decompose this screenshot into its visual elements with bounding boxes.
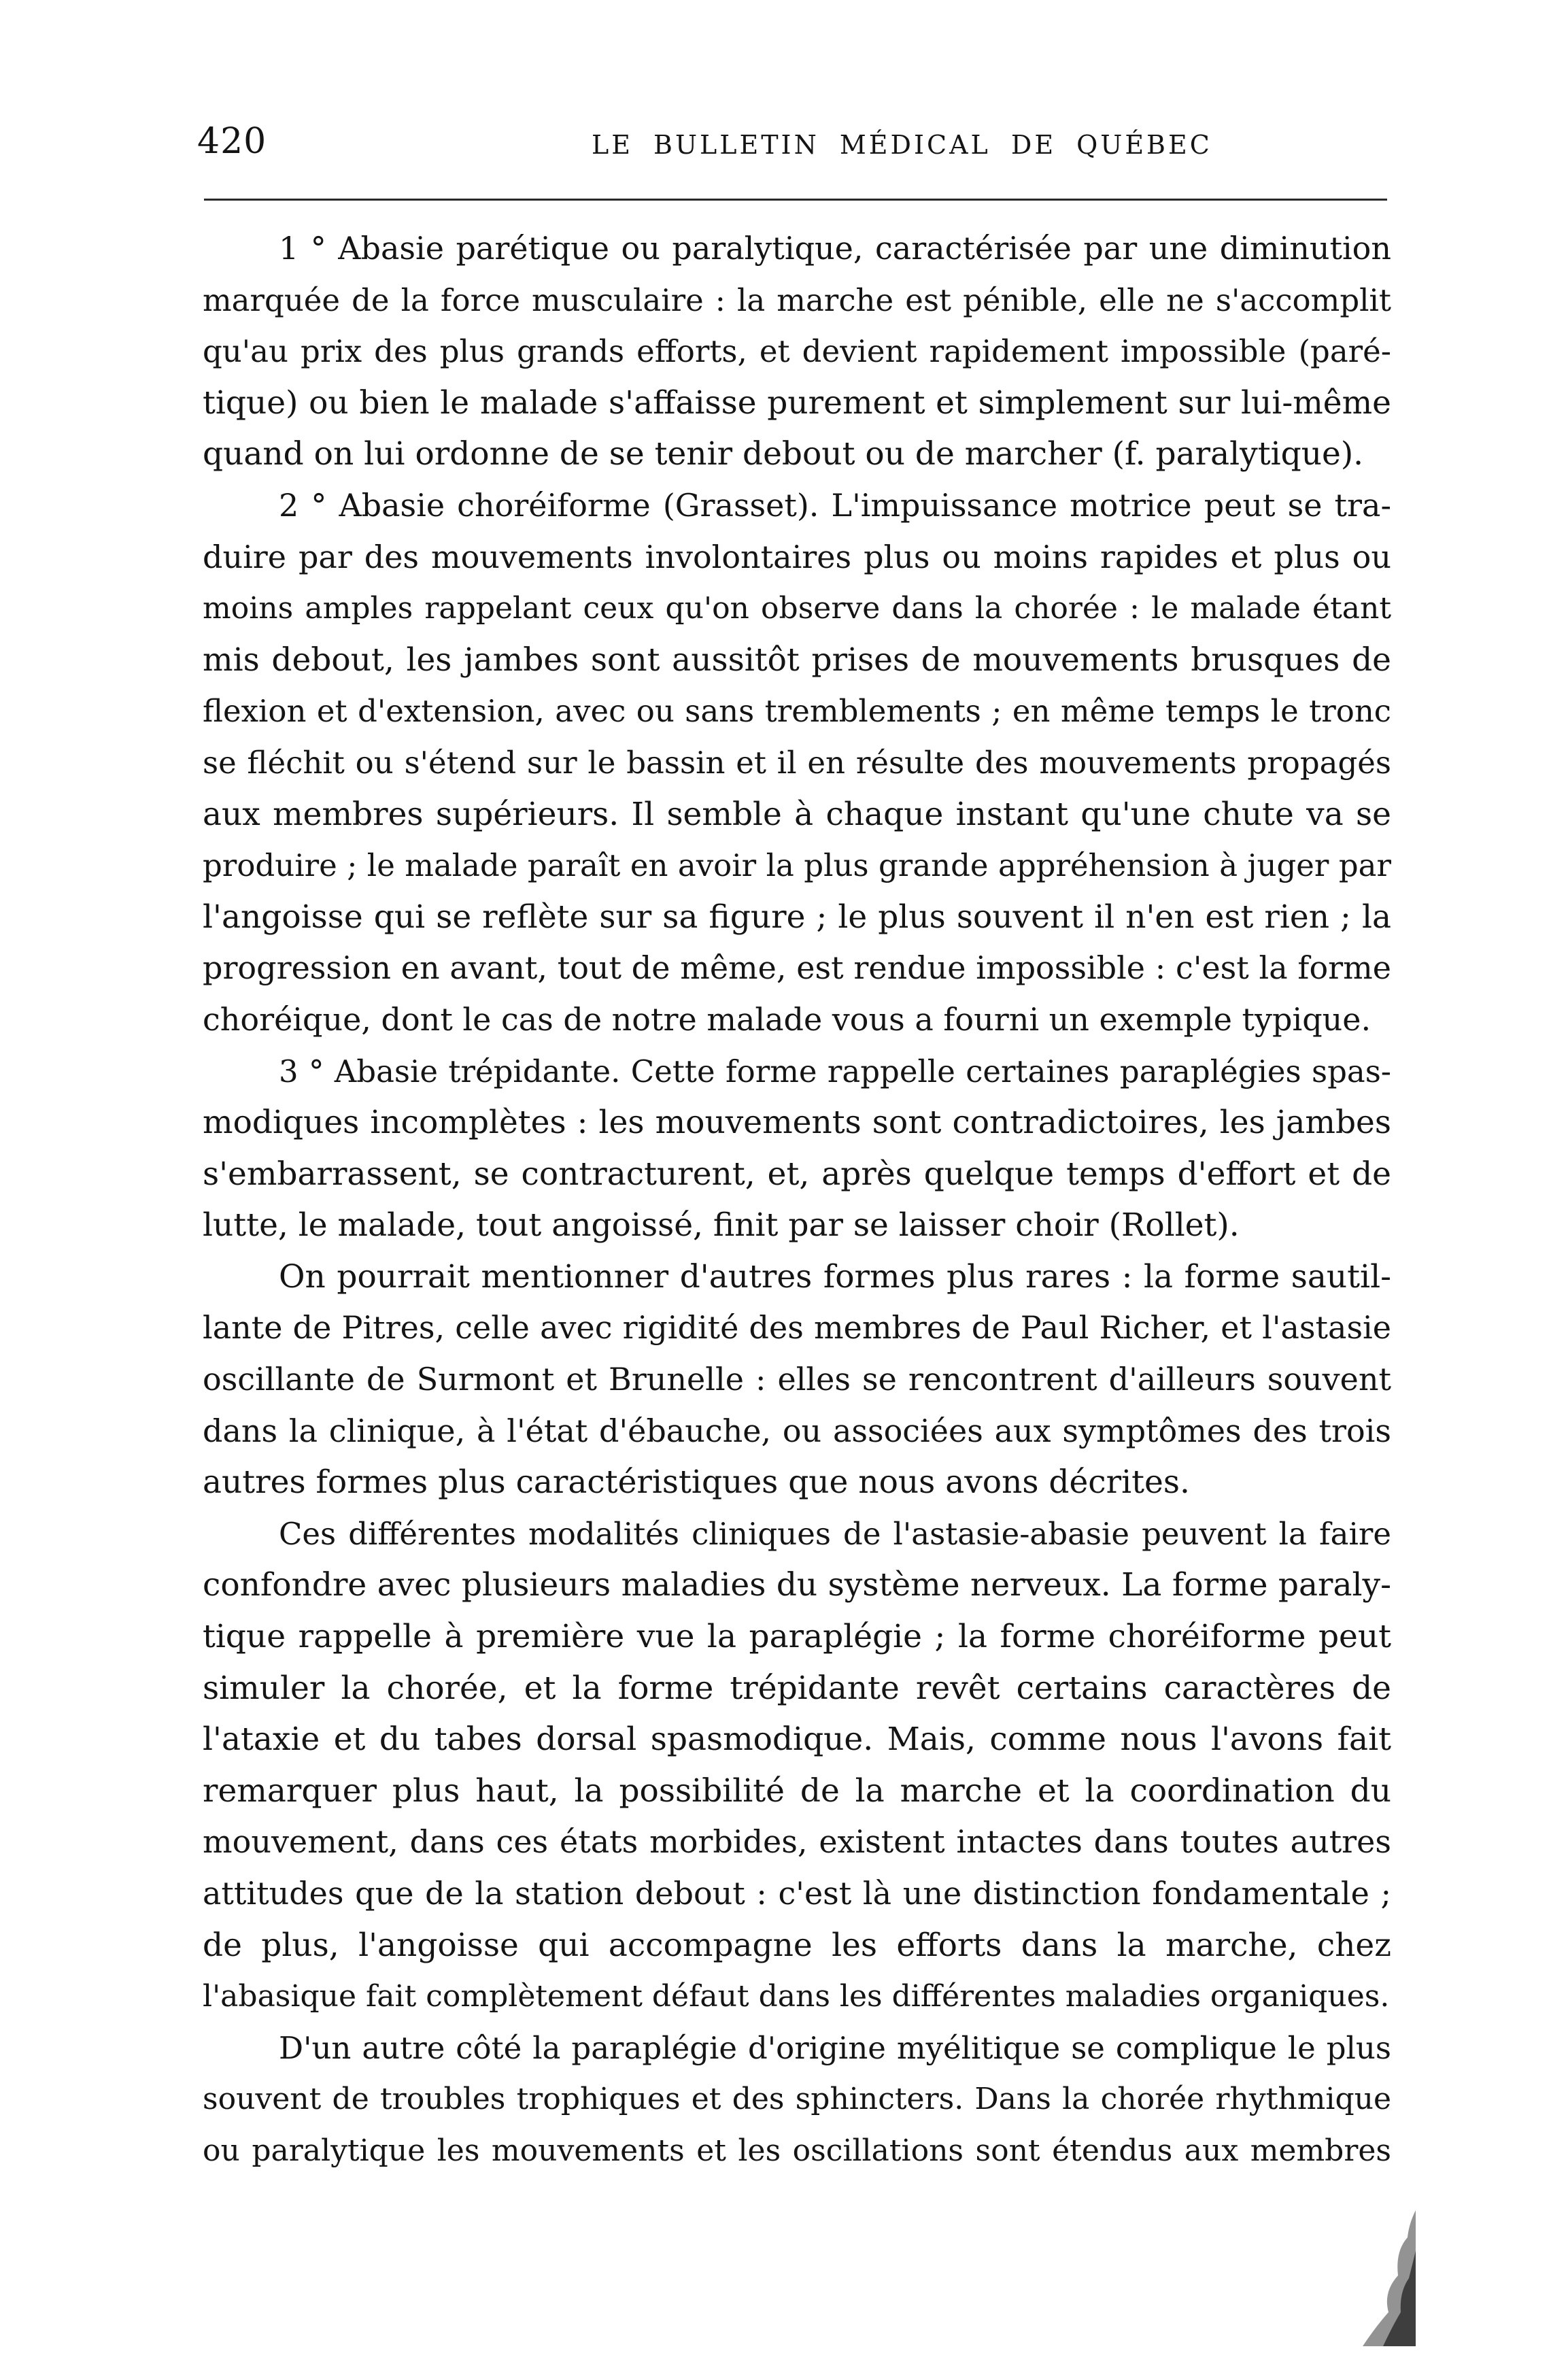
text-line: lante de Pitres, celle avec rigidité des membres de Paul Richer, et l'astasie xyxy=(203,1309,1391,1347)
text-line: produire ; le malade paraît en avoir la plus grande appréhension à juger par xyxy=(203,847,1391,884)
text-line: se fléchit ou s'étend sur le bassin et il en résulte des mouvements propagés xyxy=(203,744,1391,781)
text-line: modiques incomplètes : les mouvements sont contradictoires, les jambes xyxy=(203,1104,1391,1142)
text-line: attitudes que de la station debout : c'est là une distinction fondamentale ; xyxy=(203,1875,1391,1912)
text-line: l'angoisse qui se reflète sur sa figure ; le plus souvent il n'en est rien ; la xyxy=(203,898,1391,936)
text-line: qu'au prix des plus grands efforts, et devient rapidement impossible (paré- xyxy=(203,333,1391,370)
text-line: de plus, l'angoisse qui accompagne les efforts dans la marche, chez xyxy=(203,1926,1391,1964)
text-line: marquée de la force musculaire : la marche est pénible, elle ne s'accomplit xyxy=(203,282,1391,318)
text-line: remarquer plus haut, la possibilité de la marche et la coordination du xyxy=(203,1772,1391,1810)
page-number: 420 xyxy=(197,121,267,162)
page-edge-smudge xyxy=(1335,2210,1417,2346)
running-title: LE BULLETIN MÉDICAL DE QUÉBEC xyxy=(592,130,1212,160)
text-line: lutte, le malade, tout angoissé, finit par se laisser choir (Rollet). xyxy=(203,1206,1240,1245)
text-line: duire par des mouvements involontaires plus ou moins rapides et plus ou xyxy=(203,538,1391,575)
text-line: oscillante de Surmont et Brunelle : elles se rencontrent d'ailleurs souvent xyxy=(203,1361,1391,1398)
text-line: souvent de troubles trophiques et des sphincters. Dans la chorée rhythmique xyxy=(203,2082,1391,2117)
text-line: On pourrait mentionner d'autres formes plus rares : la forme sautil- xyxy=(279,1257,1391,1296)
text-line: dans la clinique, à l'état d'ébauche, ou associées aux symptômes des trois xyxy=(203,1412,1391,1449)
text-line: tique) ou bien le malade s'affaisse purement et simplement sur lui-même xyxy=(203,384,1391,422)
text-line: mouvement, dans ces états morbides, existent intactes dans toutes autres xyxy=(203,1823,1391,1861)
body-text xyxy=(203,223,1391,2177)
text-line: simuler la chorée, et la forme trépidante revêt certains caractères de xyxy=(203,1669,1391,1707)
text-line: quand on lui ordonne de se tenir debout ou de marcher (f. paralytique). xyxy=(203,435,1364,473)
header-rule xyxy=(204,199,1387,201)
text-line: aux membres supérieurs. Il semble à chaque instant qu'une chute va se xyxy=(203,795,1391,833)
text-line: progression en avant, tout de même, est rendue impossible : c'est la forme xyxy=(203,949,1391,987)
text-line: s'embarrassent, se contracturent, et, après quelque temps d'effort et de xyxy=(203,1155,1391,1193)
text-line: choréique, dont le cas de notre malade vous a fourni un exemple typique. xyxy=(203,1000,1371,1038)
text-line: 2 ° Abasie choréiforme (Grasset). L'impuissance motrice peut se tra- xyxy=(279,486,1391,524)
text-line: tique rappelle à première vue la paraplégie ; la forme choréiforme peut xyxy=(203,1618,1391,1656)
text-line: flexion et d'extension, avec ou sans tremblements ; en même temps le tronc xyxy=(203,693,1391,730)
text-line: moins amples rappelant ceux qu'on observe dans la chorée : le malade étant xyxy=(203,591,1391,626)
text-line: mis debout, les jambes sont aussitôt prises de mouvements brusques de xyxy=(203,641,1391,679)
text-line: ou paralytique les mouvements et les oscillations sont étendus aux membres xyxy=(203,2133,1391,2168)
text-line: 3 ° Abasie trépidante. Cette forme rappelle certaines paraplégies spas- xyxy=(279,1053,1391,1089)
text-line: 1 ° Abasie parétique ou paralytique, caractérisée par une diminution xyxy=(279,230,1391,267)
text-line: confondre avec plusieurs maladies du système nerveux. La forme paraly- xyxy=(203,1566,1391,1604)
text-line: D'un autre côté la paraplégie d'origine myélitique se complique le plus xyxy=(279,2029,1391,2066)
text-line: l'abasique fait complètement défaut dans les différentes maladies organiques. xyxy=(203,1979,1390,2014)
text-line: Ces différentes modalités cliniques de l'astasie-abasie peuvent la faire xyxy=(279,1515,1391,1552)
text-line: autres formes plus caractéristiques que nous avons décrites. xyxy=(203,1464,1190,1502)
text-line: l'ataxie et du tabes dorsal spasmodique. Mais, comme nous l'avons fait xyxy=(203,1721,1391,1759)
